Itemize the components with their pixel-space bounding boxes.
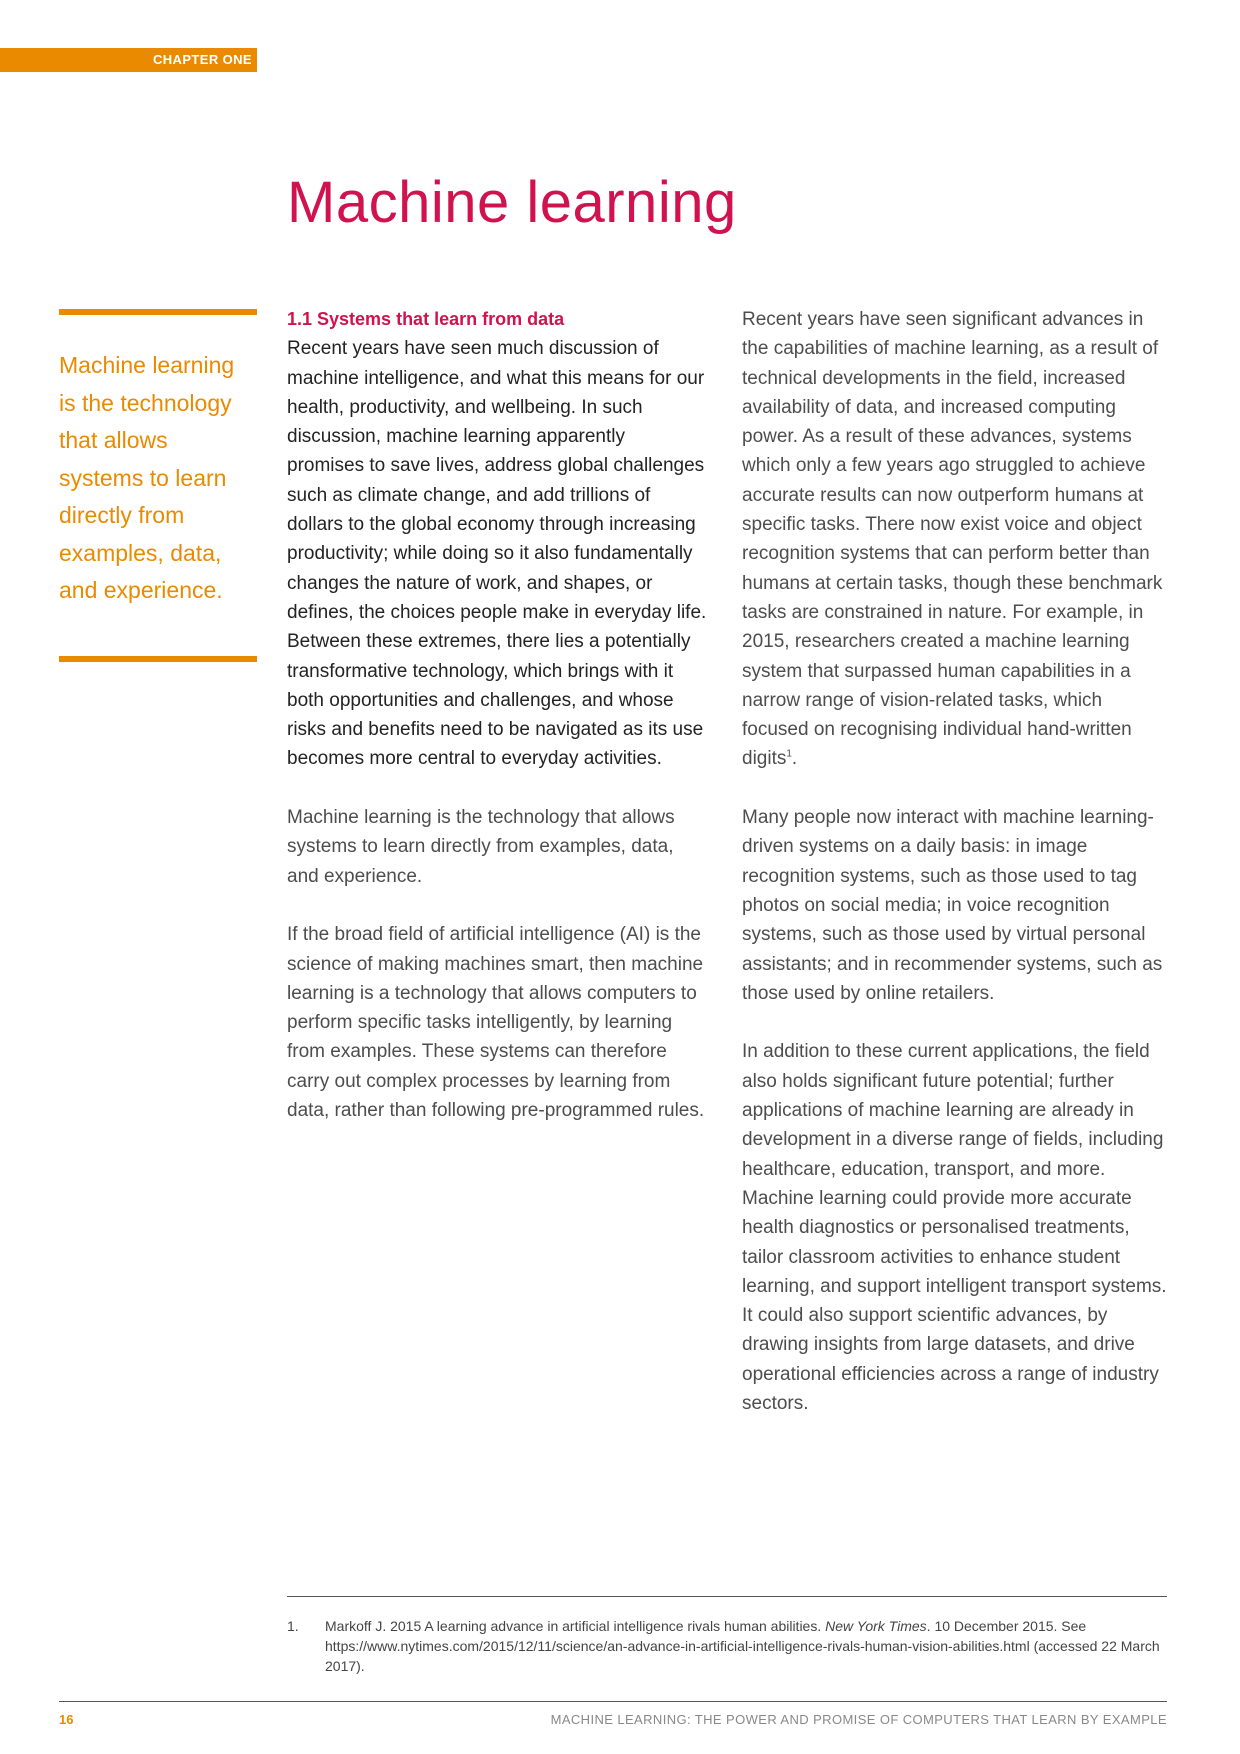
left-column [287,305,707,1155]
footnote-reference-link[interactable]: . 10 December 2015. See https://www.nytimes.com/2015/12/11/science/an-advance-in-artificial-intelligence-rivals-human-vision-abilities.html (accessed 22 March 2017). [325,1618,1160,1674]
footnote-text [325,1616,1167,1676]
footer-divider [59,1701,1167,1702]
paragraph [742,305,1172,774]
pullquote-bottom-rule [59,656,257,662]
footnote-citation: Markoff J. 2015 A learning advance in artificial intelligence rivals human abilities. [325,1618,826,1634]
pullquote-top-rule [59,309,257,315]
paragraph-end: . [791,748,798,770]
paragraph: If the broad field of artificial intelligence (AI) is the science of making machines smart, then machine learning is a technology that allows computers to perform specific tasks intelligently, by learning from examples. These systems can therefore carry out complex processes by learning from data, rather than following pre-programmed rules. [287,924,705,1122]
right-column [742,305,1172,1448]
page-number: 16 [59,1712,74,1727]
pullquote [59,309,257,662]
paragraph: Recent years have seen much discussion of machine intelligence, and what this means for our health, productivity, and wellbeing. In such discussion, machine learning apparently promises to save lives, address global challenges such as climate change, and add trillions of dollars to the global economy through increasing productivity; while doing so it also fundamentally changes the nature of work, and shapes, or defines, the choices people make in everyday life. Between these extremes, there lies a potentially transformative technology, which brings with it both opportunities and challenges, and whose risks and benefits need to be navigated as its use becomes more central to everyday activities. [287,338,707,770]
paragraph: Machine learning is the technology that allows systems to learn directly from examples, data, and experience. [287,807,675,887]
footnote-reference[interactable]: 1 [786,749,792,761]
paragraph: In addition to these current applications, the field also holds significant future potential; further applications of machine learning are already in development in a diverse range of fields, including healthcare, education, transport, and more. Machine learning could provide more accurate health diagnostics or personalised treatments, tailor classroom activities to enhance student learning, and support intelligent transport systems. It could also support scientific advances, by drawing insights from large datasets, and drive operational efficiencies across a range of industry sectors. [742,1041,1167,1414]
footnote-journal: New York Times [825,1618,927,1634]
section-heading: 1.1 Systems that learn from data [287,309,565,329]
page-title: Machine learning [287,170,737,235]
footnote-number: 1. [287,1618,299,1634]
footnote-divider [287,1596,1167,1597]
paragraph: Many people now interact with machine learning-driven systems on a daily basis: in image recognition systems, such as those used to tag photos on social media; in voice recognition systems, such as those used by virtual personal assistants; and in recommender systems, such as those used by online retailers. [742,807,1163,1004]
footnote [287,1616,1167,1676]
pullquote-text: Machine learning is the technology that allows systems to learn directly from examples, data, and experience. [59,352,235,603]
chapter-label: CHAPTER ONE [0,48,257,72]
paragraph-text: Recent years have seen significant advances in the capabilities of machine learning, as a result of technical developments in the field, increased availability of data, and increased computing power. As a result of these advances, systems which only a few years ago struggled to achieve accurate results can now outperform humans at specific tasks. There now exist voice and object recognition systems that can perform better than humans at certain tasks, though these benchmark tasks are constrained in nature. For example, in 2015, researchers created a machine learning system that surpassed human capabilities in a narrow range of vision-related tasks, which focused on recognising individual hand-written digits [742,309,1163,770]
running-footer: MACHINE LEARNING: THE POWER AND PROMISE OF COMPUTERS THAT LEARN BY EXAMPLE [550,1712,1167,1727]
